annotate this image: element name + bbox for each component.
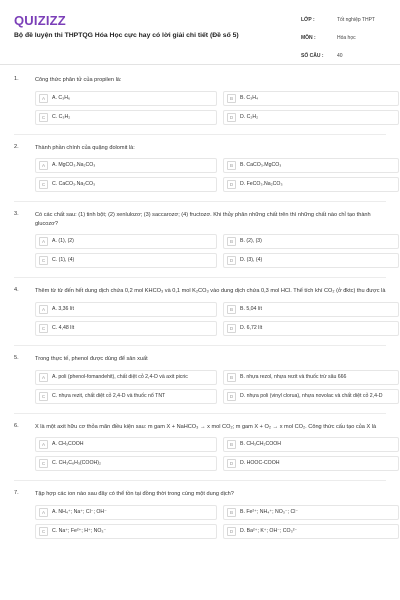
answer-option[interactable] [223, 437, 399, 452]
answer-options [35, 437, 386, 471]
meta-label: LỚP : [301, 17, 315, 23]
option-letter-box: C [39, 392, 48, 401]
option-text: D. Ba²⁺; K⁺; OH⁻; CO₃²⁻ [240, 527, 298, 534]
option-letter-box: A [39, 508, 48, 517]
meta-subject [301, 33, 391, 43]
meta-value: 40 [337, 53, 343, 59]
question-item [0, 355, 400, 414]
option-letter-box: A [39, 305, 48, 314]
answer-option[interactable] [223, 456, 399, 471]
question-number: 6. [14, 422, 19, 429]
option-text: A. CH₃COOH [52, 441, 84, 448]
option-letter-box: C [39, 113, 48, 122]
answer-option[interactable] [223, 91, 399, 106]
option-letter-box: B [227, 237, 236, 246]
option-letter-box: A [39, 94, 48, 103]
option-text: A. 3,36 lít [52, 306, 74, 313]
page-title: Bộ đề luyện thi THPTQG Hóa Học cực hay có lời giải chi tiết (Đề số 5) [14, 32, 239, 39]
answer-option[interactable] [223, 505, 399, 520]
question-item [0, 490, 400, 539]
answer-option[interactable] [223, 253, 399, 268]
question-list [0, 76, 400, 539]
option-letter-box: D [227, 392, 236, 401]
answer-option[interactable] [35, 389, 217, 404]
answer-option[interactable] [35, 234, 217, 249]
option-letter-box: D [227, 324, 236, 333]
option-letter-box: C [39, 527, 48, 536]
option-letter-box: D [227, 256, 236, 265]
option-letter-box: A [39, 161, 48, 170]
answer-option[interactable] [35, 110, 217, 125]
question-number: 4. [14, 287, 19, 294]
answer-option[interactable] [35, 302, 217, 317]
answer-options [35, 91, 386, 125]
answer-options [35, 234, 386, 268]
question-item [0, 76, 400, 135]
option-text: B. CH₃CH₂COOH [240, 441, 282, 448]
question-header [14, 211, 386, 228]
option-text: C. (1), (4) [52, 257, 75, 264]
option-letter-box: B [227, 161, 236, 170]
quiz-header [14, 12, 386, 64]
answer-option[interactable] [223, 370, 399, 385]
answer-option[interactable] [35, 370, 217, 385]
meta-class [301, 15, 391, 25]
option-text: D. nhựa poli (vinyl clorua), nhựa novolac và chất diệt cỏ 2,4-D [240, 392, 383, 399]
question-header [14, 76, 386, 85]
option-text: C. nhựa rezit, chất diệt cỏ 2,4-D và thuốc nổ TNT [52, 392, 166, 399]
answer-option[interactable] [35, 177, 217, 192]
question-number: 5. [14, 354, 19, 361]
answer-options [35, 505, 386, 539]
option-text: B. (2), (3) [240, 238, 262, 245]
answer-options [35, 302, 386, 336]
option-text: C. 4,48 lít [52, 325, 75, 332]
question-divider [14, 345, 386, 346]
option-text: B. Fe²⁺; NH₄⁺; NO₃⁻; Cl⁻ [240, 508, 299, 515]
question-text: Tập hợp các ion nào sau đây có thể tồn tại đồng thời trong cùng một dung dịch? [35, 491, 234, 498]
answer-option[interactable] [223, 158, 399, 173]
option-text: A. (1), (2) [52, 238, 74, 245]
question-header [14, 423, 386, 432]
question-divider [14, 134, 386, 135]
question-header [14, 287, 386, 296]
option-letter-box: C [39, 180, 48, 189]
option-letter-box: B [227, 440, 236, 449]
answer-option[interactable] [223, 302, 399, 317]
question-item [0, 423, 400, 482]
option-letter-box: C [39, 324, 48, 333]
question-divider [14, 480, 386, 481]
option-text: C. Na⁺; Fe²⁺; H⁺; NO₃⁻ [52, 527, 107, 534]
question-item [0, 287, 400, 346]
option-text: A. C₃H₆ [52, 94, 71, 101]
option-letter-box: A [39, 237, 48, 246]
question-item [0, 211, 400, 278]
option-text: D. C₂H₂ [240, 113, 259, 120]
option-letter-box: C [39, 459, 48, 468]
answer-options [35, 370, 386, 404]
answer-option[interactable] [35, 253, 217, 268]
question-number: 2. [14, 143, 19, 150]
question-header [14, 355, 386, 364]
option-text: C. CaCO₃.Na₂CO₃ [52, 181, 96, 188]
option-letter-box: D [227, 180, 236, 189]
option-text: A. poli (phenol-fomandehit), chất diệt cỏ 2,4-D và axit picric [52, 373, 188, 380]
question-divider [14, 413, 386, 414]
question-text: Có các chất sau: (1) tinh bột; (2) xenlulozơ; (3) saccarozơ; (4) fructozơ. Khi thủy phân những chất trên thì những chất nào chỉ tạo thành glucozơ? [35, 212, 371, 227]
option-letter-box: A [39, 373, 48, 382]
meta-value: Hóa học [337, 35, 356, 41]
option-text: B. nhựa rezol, nhựa rezit và thuốc trừ sâu 666 [240, 373, 347, 380]
answer-option[interactable] [35, 456, 217, 471]
option-text: A. NH₄⁺; Na⁺; Cl⁻; OH⁻ [52, 508, 107, 515]
question-text: Thành phần chính của quặng đolomit là: [35, 144, 135, 151]
option-text: C. CH₃C₆H₃(COOH)₂ [52, 460, 101, 467]
question-divider [14, 277, 386, 278]
question-header [14, 144, 386, 153]
answer-option[interactable] [223, 321, 399, 336]
option-letter-box: B [227, 305, 236, 314]
answer-option[interactable] [223, 389, 399, 404]
quizizz-logo: QUIZIZZ [14, 13, 66, 28]
answer-option[interactable] [223, 177, 399, 192]
question-text: X là một axit hữu cơ thỏa mãn điều kiện sau: m gam X + NaHCO₃ → x mol CO₂; m gam X + O₂ → x mol CO₂. Công thức cấu tạo của X là [35, 423, 377, 430]
option-text: A. MgCO₃.Na₂CO₃ [52, 162, 96, 169]
question-divider [14, 201, 386, 202]
question-number: 7. [14, 490, 19, 497]
option-text: B. CaCO₃.MgCO₃ [240, 162, 282, 169]
option-letter-box: B [227, 373, 236, 382]
option-letter-box: D [227, 459, 236, 468]
question-number: 3. [14, 211, 19, 218]
option-text: B. 5,04 lít [240, 306, 262, 313]
option-text: B. C₃H₄ [240, 94, 259, 101]
answer-option[interactable] [35, 91, 217, 106]
answer-option[interactable] [35, 437, 217, 452]
answer-options [35, 158, 386, 192]
option-letter-box: C [39, 256, 48, 265]
option-letter-box: B [227, 94, 236, 103]
question-text: Công thức phân tử của propilen là: [35, 77, 122, 83]
meta-label: MÔN : [301, 35, 316, 41]
answer-option[interactable] [223, 110, 399, 125]
header-divider [0, 64, 400, 65]
answer-option[interactable] [35, 158, 217, 173]
answer-option[interactable] [35, 524, 217, 539]
answer-option[interactable] [223, 234, 399, 249]
option-letter-box: D [227, 113, 236, 122]
option-text: D. 6,72 lít [240, 325, 263, 332]
question-header [14, 490, 386, 499]
meta-label: SỐ CÂU : [301, 53, 324, 59]
question-item [0, 144, 400, 203]
meta-value: Tốt nghiệp THPT [337, 17, 375, 23]
option-text: D. FeCO₃.Na₂CO₃ [240, 181, 283, 188]
option-text: D. HOOC-COOH [240, 460, 280, 467]
option-text: C. C₃H₂ [52, 113, 71, 120]
question-number: 1. [14, 76, 19, 82]
answer-option[interactable] [35, 505, 217, 520]
meta-question-count [301, 51, 391, 61]
question-text: Thêm từ từ đến hết dung dịch chứa 0,2 mol KHCO₃ và 0,1 mol K₂CO₃ vào dung dịch chứa 0,3 mol HCl. Thể tích khí CO₂ (ở đktc) thu được là [35, 288, 386, 295]
answer-option[interactable] [223, 524, 399, 539]
option-letter-box: A [39, 440, 48, 449]
question-text: Trong thực tế, phenol được dùng để sản xuất [35, 355, 148, 362]
option-letter-box: D [227, 527, 236, 536]
option-text: D. (3), (4) [240, 257, 263, 264]
quiz-meta [301, 15, 391, 69]
answer-option[interactable] [35, 321, 217, 336]
option-letter-box: B [227, 508, 236, 517]
